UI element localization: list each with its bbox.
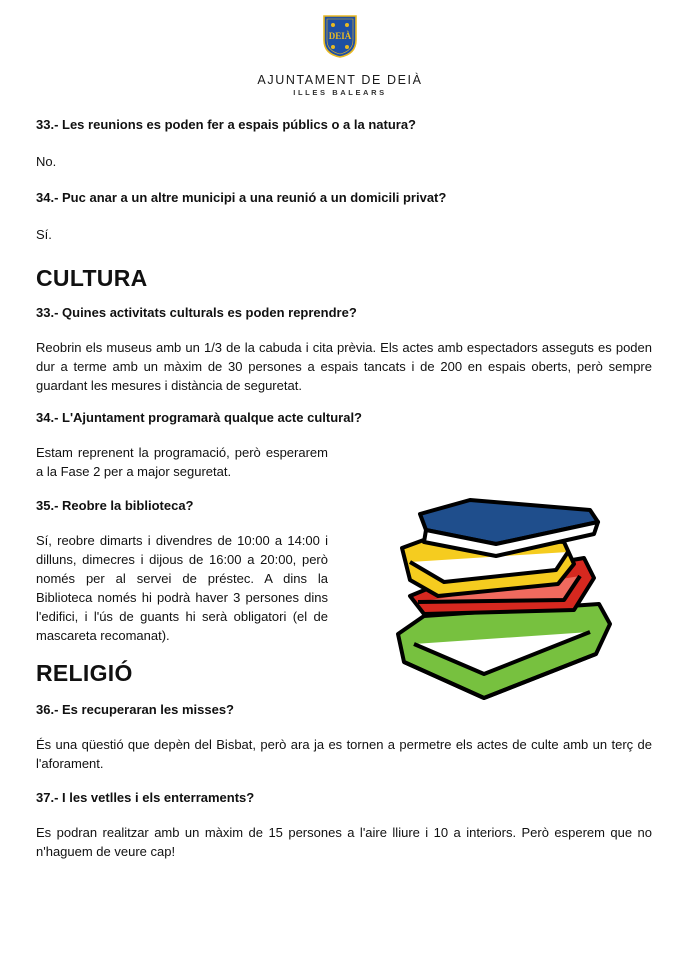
question: 34.- Puc anar a un altre municipi a una reunió a un domicili privat? xyxy=(36,190,447,205)
question: 35.- Reobre la biblioteca? xyxy=(36,498,194,513)
question: 36.- Es recuperaran les misses? xyxy=(36,702,235,717)
answer: Sí. xyxy=(36,227,52,242)
answer: No. xyxy=(36,154,57,169)
answer: Es podran realitzar amb un màxim de 15 persones a l'aire lliure i 10 a interiors. Però esperem que no n'haguem de veure cap! xyxy=(36,825,652,859)
question: 34.- L'Ajuntament programarà qualque acte cultural? xyxy=(36,410,362,425)
answer: Estam reprenent la programació, però esperarem a la Fase 2 per a major seguretat. xyxy=(36,445,328,479)
council-subtitle: ILLES BALEARS xyxy=(293,88,387,97)
document-header xyxy=(0,14,680,97)
section-heading-cultura: CULTURA xyxy=(36,265,148,291)
answer: Sí, reobre dimarts i divendres de 10:00 a 14:00 i dilluns, dimecres i dijous de 16:00 a 20:00, però només per al servei de préstec. A dins la Biblioteca només hi podrà haver 3 persones dins l'edifici, i l'ús de guants hi serà obligatori (el de mascareta recomanat). xyxy=(36,533,328,643)
council-name: AJUNTAMENT DE DEIÀ xyxy=(257,73,423,87)
stack-of-books-icon xyxy=(384,486,624,706)
question: 37.- I les vetlles i els enterraments? xyxy=(36,790,255,805)
answer: És una qüestió que depèn del Bisbat, però ara ja es tornen a permetre els actes de culte amb un terç de l'aforament. xyxy=(36,737,652,771)
municipal-crest-icon xyxy=(322,14,358,58)
question: 33.- Quines activitats culturals es poden reprendre? xyxy=(36,305,357,320)
svg-text:DEIÀ: DEIÀ xyxy=(328,31,352,41)
question: 33.- Les reunions es poden fer a espais públics o a la natura? xyxy=(36,117,417,132)
section-heading-religio: RELIGIÓ xyxy=(36,660,133,686)
answer: Reobrin els museus amb un 1/3 de la cabuda i cita prèvia. Els actes amb espectadors asseguts es poden dur a terme amb un màxim de 30 persones a espais tancats i de 200 en espais oberts, però sempre guardant les mesures i distància de seguretat. xyxy=(36,340,652,393)
